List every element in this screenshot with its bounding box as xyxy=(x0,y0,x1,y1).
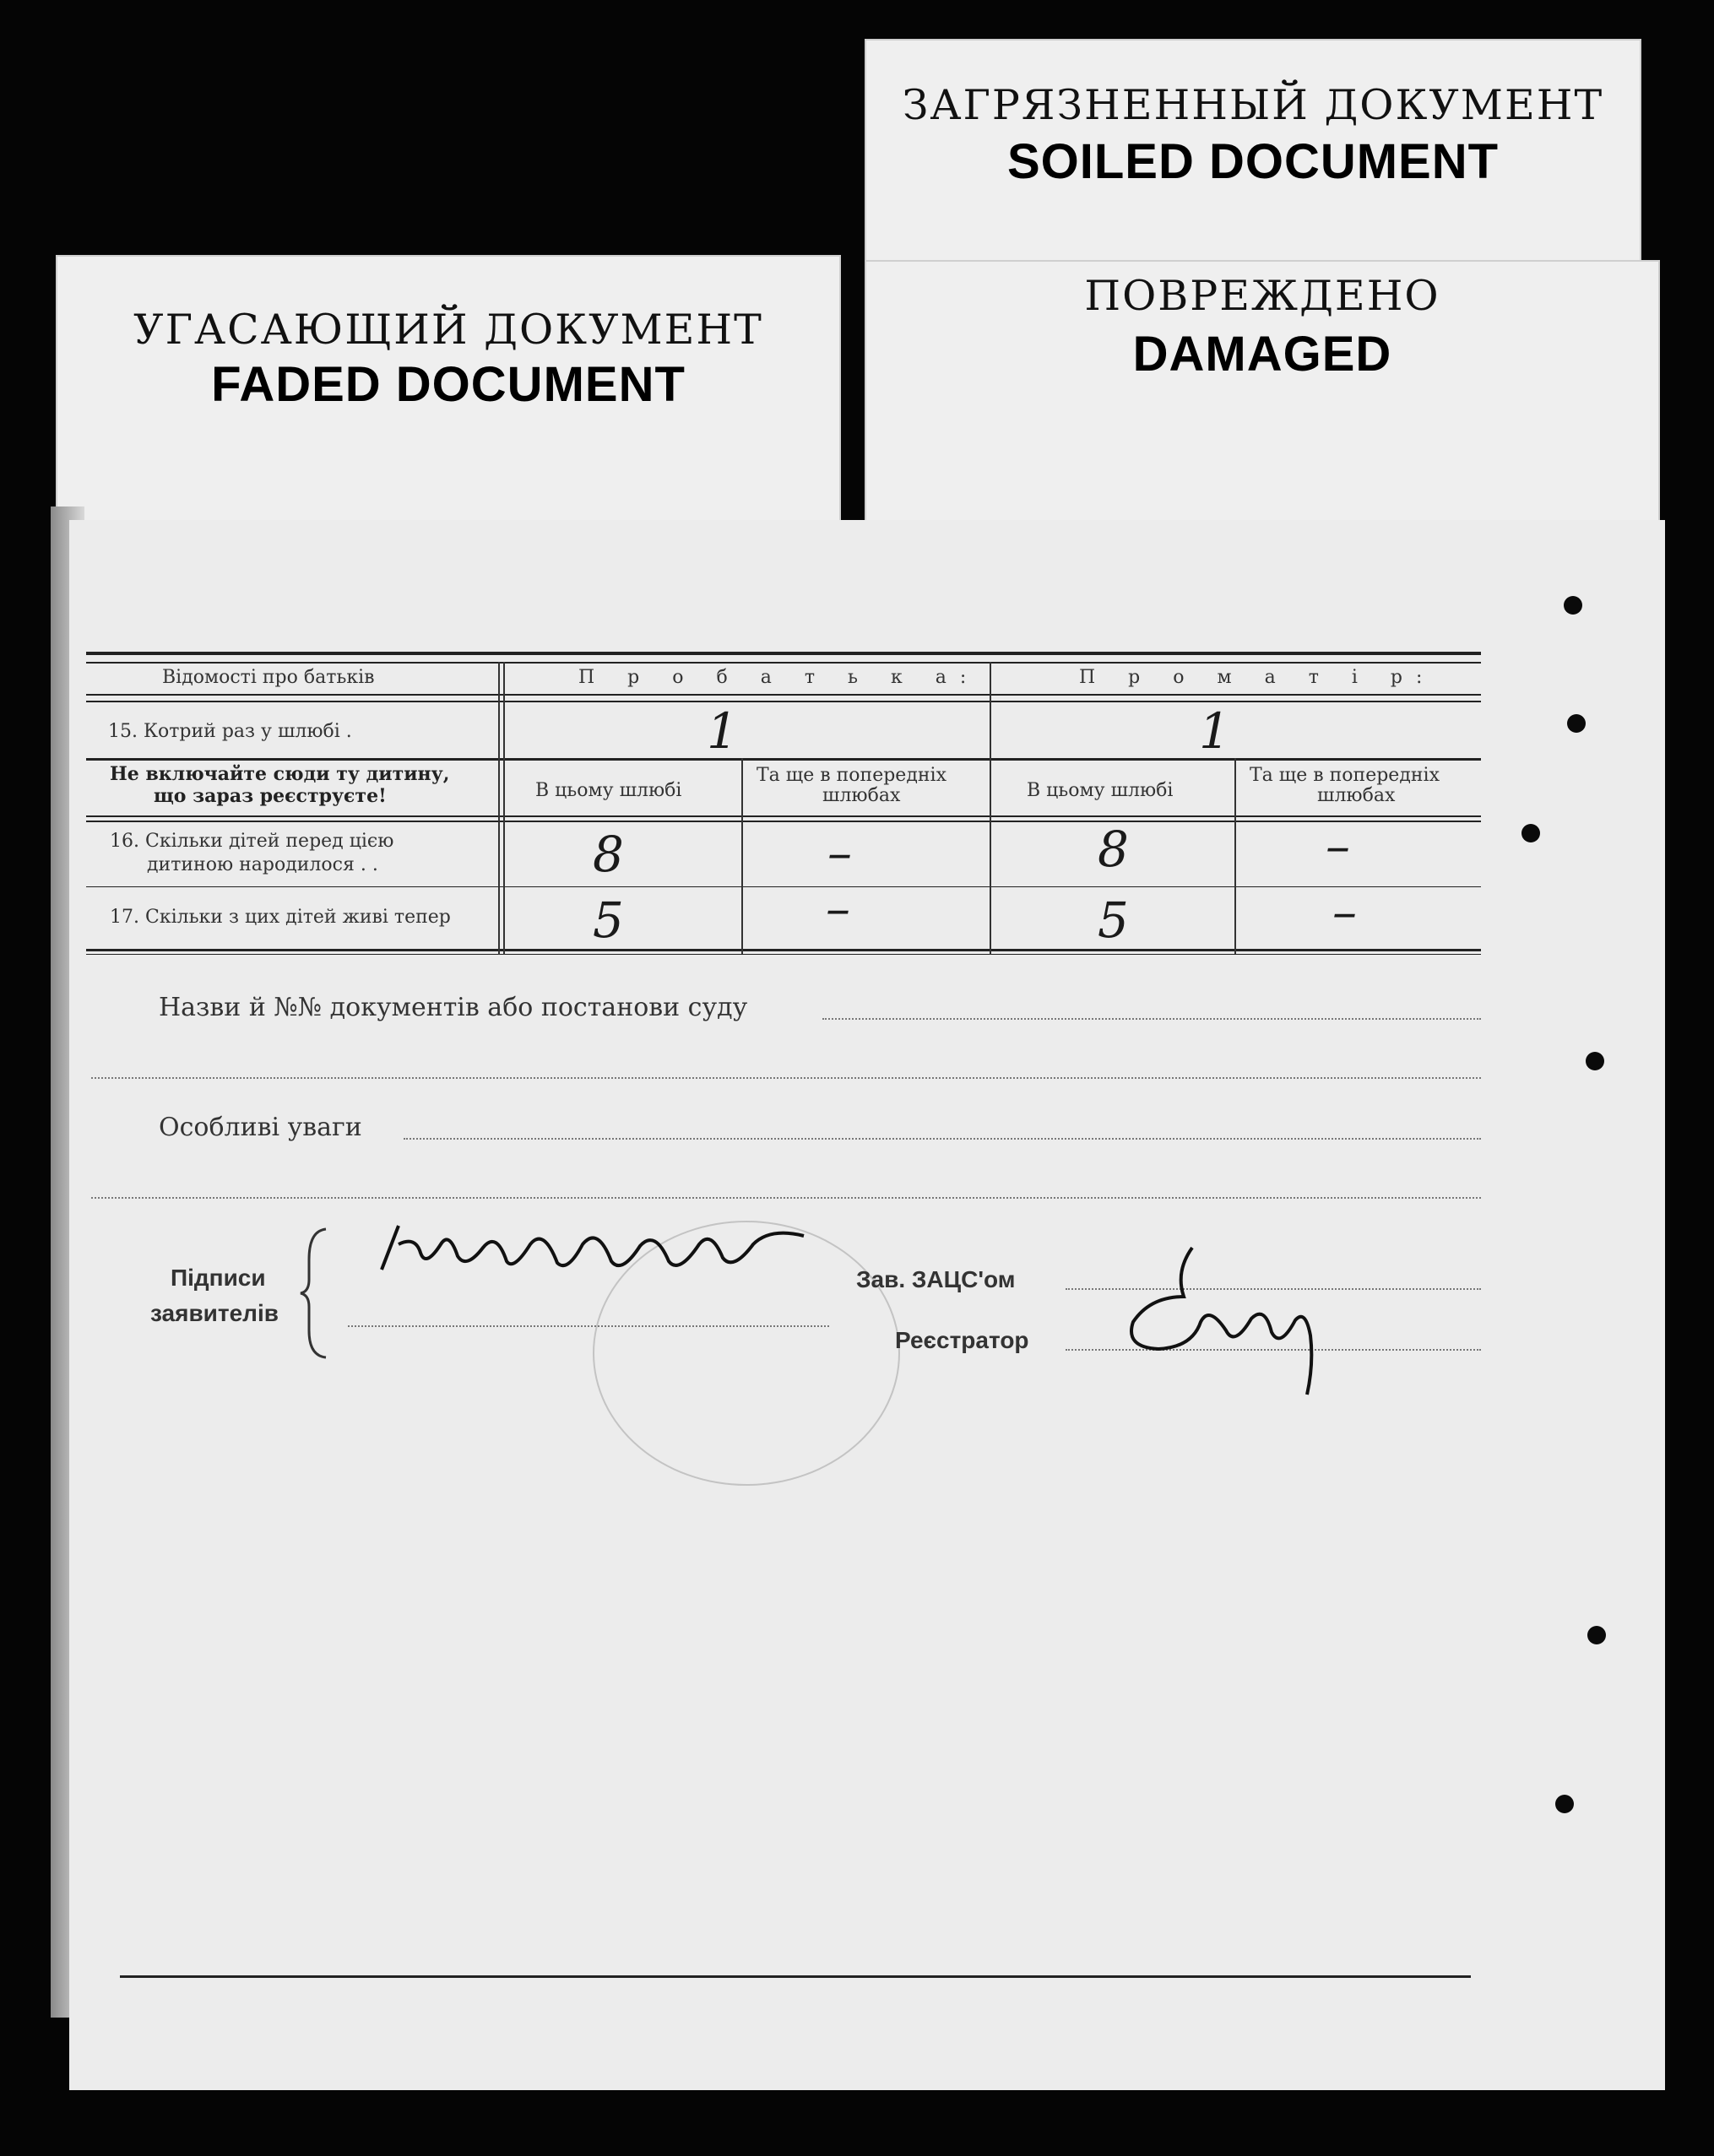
mother-prev-marriages-header-2: шлюбах xyxy=(1317,785,1396,806)
row15-father-value: 1 xyxy=(707,702,738,760)
mother-prev-marriages-header-1: Та ще в попередніх xyxy=(1250,765,1440,786)
row17-label: 17. Скільки з цих дітей живі тепер xyxy=(110,907,451,928)
binding-hole-icon xyxy=(1587,1626,1606,1644)
binding-hole-icon xyxy=(1555,1795,1574,1813)
mother-column-header: П р о м а т і р: xyxy=(1079,667,1436,688)
row17-mother-this: 5 xyxy=(1098,891,1129,949)
note-line1: Не включайте сюди ту дитину, xyxy=(110,763,450,785)
damaged-document-card xyxy=(865,260,1660,539)
faded-card-ru-text: УГАСАЮЩИЙ ДОКУМЕНТ xyxy=(133,306,763,354)
documents-field-line-2 xyxy=(91,1077,1481,1079)
applicant-signature-line xyxy=(348,1325,829,1327)
faded-document-card xyxy=(56,255,841,542)
faded-card-en-text: FADED DOCUMENT xyxy=(211,357,686,412)
father-column-header: П р о б а т ь к а: xyxy=(578,667,980,688)
soiled-document-card xyxy=(865,39,1641,267)
remarks-field-label: Особливі уваги xyxy=(159,1113,362,1142)
father-prev-marriages-header-1: Та ще в попередніх xyxy=(757,765,946,786)
damaged-card-en-text: DAMAGED xyxy=(1132,327,1392,382)
remarks-field-line-2 xyxy=(91,1197,1481,1199)
binding-hole-icon xyxy=(1521,824,1540,842)
soiled-card-en-text: SOILED DOCUMENT xyxy=(1006,134,1500,189)
row17-mother-prev: – xyxy=(1332,883,1357,940)
documents-field-line xyxy=(822,1018,1481,1020)
row16-mother-prev: – xyxy=(1326,817,1350,875)
row17-father-prev: – xyxy=(826,880,850,937)
official-signature xyxy=(1099,1238,1370,1406)
bottom-rule xyxy=(120,1975,1471,1978)
damaged-card-ru-text: ПОВРЕЖДЕНО xyxy=(1084,272,1440,320)
document-sheet xyxy=(69,520,1665,2090)
row16-father-this: 8 xyxy=(593,826,624,883)
documents-field-label: Назви й №№ документів або постанови суду xyxy=(159,993,748,1022)
applicant-signature xyxy=(365,1219,838,1287)
row16-mother-this: 8 xyxy=(1098,821,1129,878)
father-prev-marriages-header-2: шлюбах xyxy=(822,785,901,806)
head-of-registry-label: Зав. ЗАЦС'ом xyxy=(856,1266,1016,1292)
row16-father-prev: – xyxy=(827,824,852,881)
applicants-signatures-label-2: заявителів xyxy=(150,1300,279,1326)
mother-this-marriage-header: В цьому шлюбі xyxy=(1027,780,1174,801)
row16-label-1: 16. Скільки дітей перед цією xyxy=(110,831,394,852)
binding-hole-icon xyxy=(1586,1052,1604,1070)
binding-hole-icon xyxy=(1567,714,1586,733)
row16-label-2: дитиною народилося . . xyxy=(147,854,378,875)
row15-mother-value: 1 xyxy=(1199,702,1230,760)
binding-hole-icon xyxy=(1564,596,1582,615)
row17-father-this: 5 xyxy=(593,891,624,949)
note-line2: що зараз реєструєте! xyxy=(154,785,387,807)
applicants-signatures-label-1: Підписи xyxy=(171,1265,266,1291)
soiled-card-ru-text: ЗАГРЯЗНЕННЫЙ ДОКУМЕНТ xyxy=(902,81,1604,129)
table-header-label: Відомості про батьків xyxy=(162,667,375,688)
brace-icon xyxy=(297,1226,331,1361)
remarks-field-line xyxy=(404,1138,1481,1140)
row15-label: 15. Котрий раз у шлюбі . xyxy=(108,721,352,742)
father-this-marriage-header: В цьому шлюбі xyxy=(535,780,682,801)
registrar-label: Реєстратор xyxy=(895,1327,1029,1353)
